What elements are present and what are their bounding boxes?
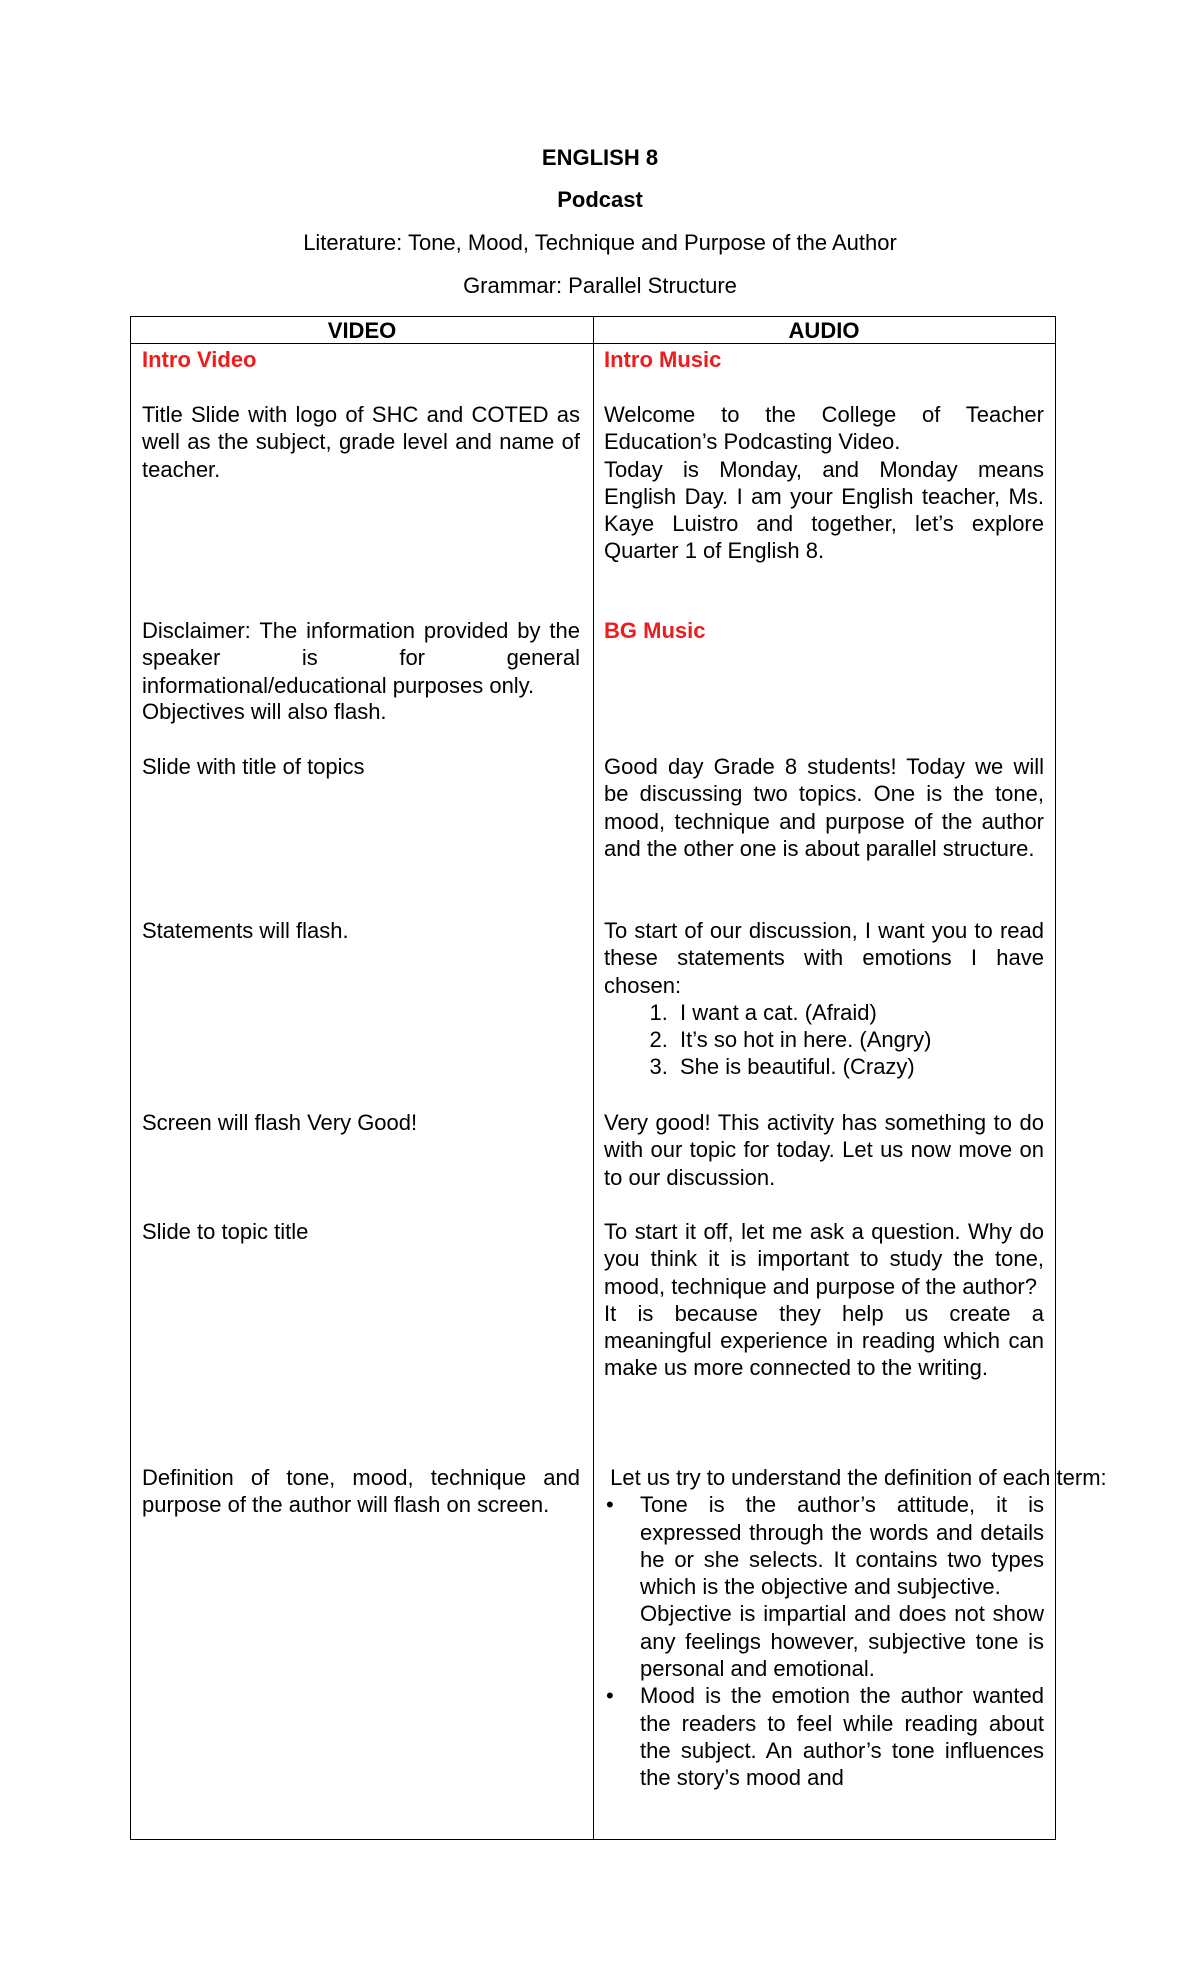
audio-definitions	[604, 1464, 1107, 1792]
intro-music-label: Intro Music	[604, 347, 722, 372]
bullet-icon: •	[606, 1492, 614, 1518]
definitions-list	[604, 1491, 1044, 1791]
very-good-text: Screen will flash Very Good!	[142, 1110, 418, 1135]
objective-definition: Objective is impartial and does not show any feelings however, subjective tone is personal and emotional.	[640, 1601, 1044, 1682]
slide-topic-title-text: Slide to topic title	[142, 1219, 309, 1244]
audio-column-header: AUDIO	[788, 318, 860, 343]
title-slide-text: Title Slide with logo of SHC and COTED as well as the subject, grade level and name of teacher.	[142, 402, 580, 482]
mood-definition: Mood is the emotion the author wanted the readers to feel while reading about the subject. An author’s tone influences the story’s mood and	[640, 1683, 1044, 1791]
definition-text: Definition of tone, mood, technique and purpose of the author will flash on screen.	[142, 1465, 580, 1518]
bg-music-label: BG Music	[604, 618, 706, 643]
grammar-topic: Grammar: Parallel Structure	[463, 273, 737, 298]
start-discussion-text: To start of our discussion, I want you to read these statements with emotions I have chosen:	[604, 918, 1044, 998]
disclaimer-text: Disclaimer: The information provided by the speaker is for general informational/educational purposes only.	[142, 618, 580, 698]
good-day-text: Good day Grade 8 students! Today we will be discussing two topics. One is the tone, mood, technique and purpose of the author and the other one is about parallel structure.	[604, 754, 1044, 861]
statements-list	[604, 999, 1044, 1081]
column-divider	[593, 317, 594, 1839]
bullet-icon: •	[606, 1683, 614, 1709]
document-subtitle: Podcast	[557, 187, 643, 212]
audio-statements	[604, 917, 1044, 1081]
objectives-text: Objectives will also flash.	[142, 699, 387, 724]
list-item: 3. She is beautiful. (Crazy)	[674, 1053, 1044, 1080]
document-title: ENGLISH 8	[541, 145, 659, 170]
audio-question	[604, 1218, 1044, 1382]
script-table	[130, 316, 1107, 1840]
today-text: Today is Monday, and Monday means English Day. I am your English teacher, Ms. Kaye Luistro and together, let’s explore Quarter 1 of English 8.	[604, 456, 1044, 564]
question-text: To start it off, let me ask a question. Why do you think it is important to study the tone, mood, technique and purpose of the author?	[604, 1219, 1044, 1299]
definition-intro-text: Let us try to understand the definition of each term:	[604, 1465, 1107, 1490]
intro-video-label: Intro Video	[142, 347, 257, 372]
list-item	[606, 1682, 1044, 1791]
audio-welcome	[604, 401, 1044, 565]
list-item: 1. I want a cat. (Afraid)	[674, 999, 1044, 1026]
header-divider	[131, 343, 1055, 344]
statements-text: Statements will flash.	[142, 918, 349, 943]
list-item: 2. It’s so hot in here. (Angry)	[674, 1026, 1044, 1053]
because-text: It is because they help us create a meaningful experience in reading which can make us more connected to the writing.	[604, 1300, 1044, 1381]
list-item	[606, 1491, 1044, 1682]
video-column-header: VIDEO	[327, 318, 397, 343]
tone-definition: Tone is the author’s attitude, it is expressed through the words and details he or she selects. It contains two types which is the objective and subjective.	[640, 1492, 1044, 1600]
audio-very-good-text: Very good! This activity has something to do with our topic for today. Let us now move on to our discussion.	[604, 1110, 1044, 1190]
welcome-text: Welcome to the College of Teacher Education’s Podcasting Video.	[604, 402, 1044, 455]
slide-topics-text: Slide with title of topics	[142, 754, 365, 779]
literature-topic: Literature: Tone, Mood, Technique and Purpose of the Author	[303, 230, 897, 255]
